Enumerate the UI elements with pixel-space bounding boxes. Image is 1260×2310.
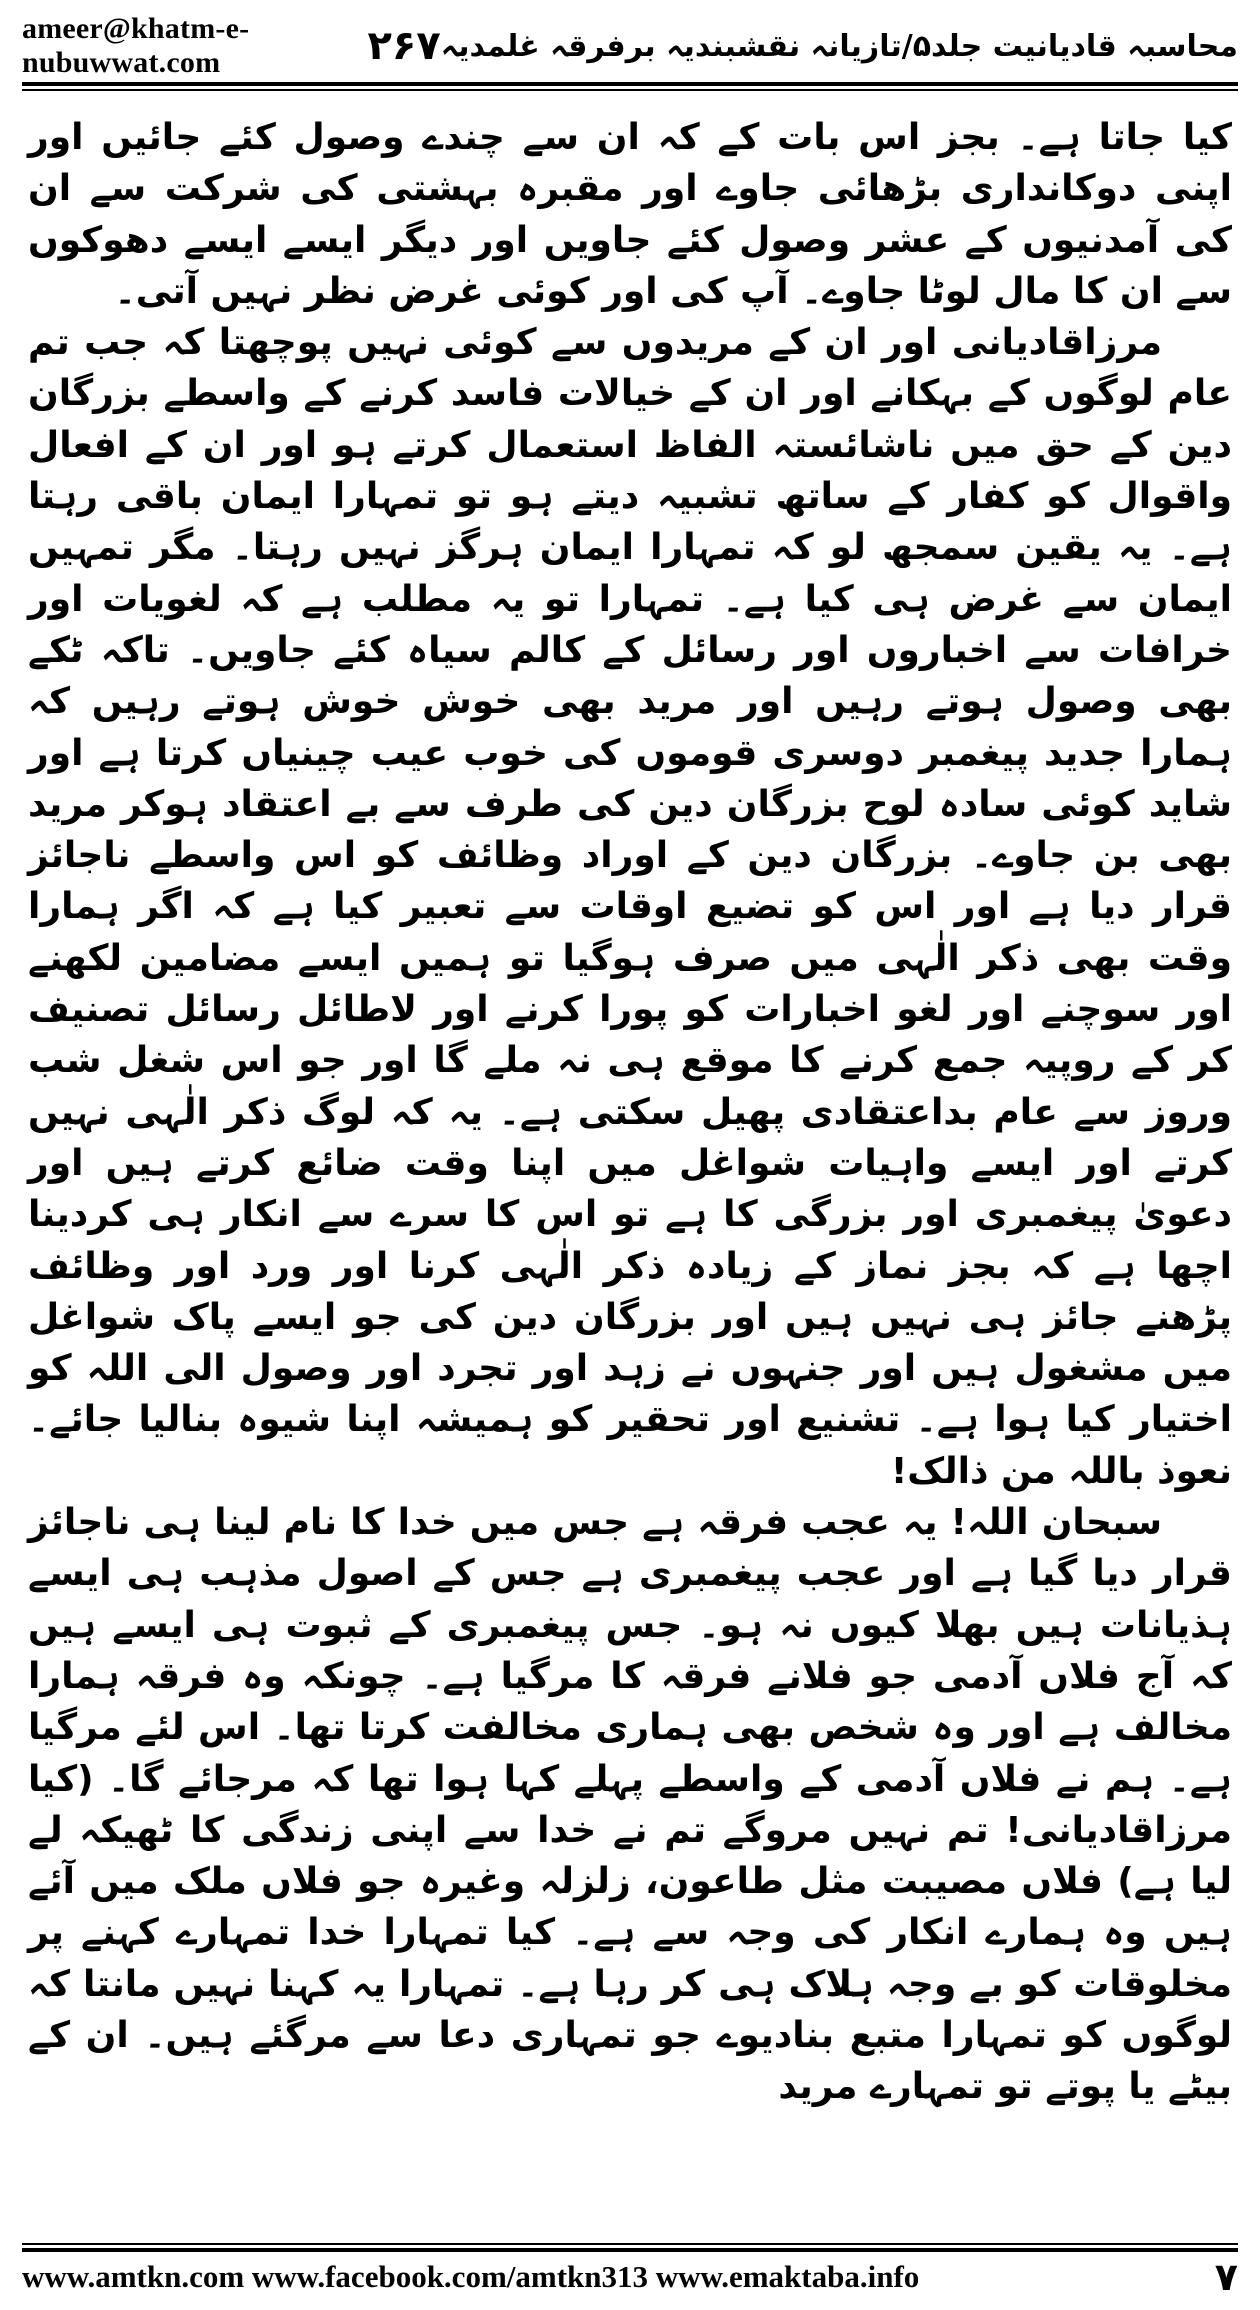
header-email: ameer@khatm-e-nubuwwat.com	[22, 12, 250, 79]
paragraph-1: کیا جاتا ہے۔ بجز اس بات کے کہ ان سے چندے وصول کئے جائیں اور اپنی دوکانداری بڑھائی جاوے اور مقبرہ بہشتی کی شرکت سے ان کی آمدنیوں کے عشر وصول کئے جاویں اور دیگر ایسے ایسے دھوکوں سے ان کا مال لوٹا جاوے۔ آپ کی اور کوئی غرض نظر نہیں آتی۔	[28, 117, 1232, 312]
page-number: ۲۶۷	[367, 23, 441, 69]
page-header	[22, 12, 1238, 79]
paragraph-3: سبحان اللہ! یہ عجب فرقہ ہے جس میں خدا کا نام لینا ہی ناجائز قرار دیا گیا ہے اور عجب پیغمبری ہے جس کے اصول مذہب ہی ایسے ہذیانات ہیں بھلا کیوں نہ ہو۔ جس پیغمبری کے ثبوت ہی ایسے ہیں کہ آج فلاں آدمی جو فلانے فرقہ کا مرگیا ہے۔ چونکہ وہ فرقہ ہمارا مخالف ہے اور وہ شخص بھی ہماری مخالفت کرتا تھا۔ اس لئے مرگیا ہے۔ ہم نے فلاں آدمی کے واسطے پہلے کہا ہوا تھا کہ مرجائے گا۔ (کیا مرزاقادیانی! تم نہیں مروگے تم نے خدا سے اپنی زندگی کا ٹھیکہ لے لیا ہے) فلاں مصیبت مثل طاعون، زلزلہ وغیرہ جو فلاں ملک میں آئے ہیں وہ ہمارے انکار کی وجہ سے ہے۔ کیا تمہارا خدا تمہارے کہنے پر مخلوقات کو بے وجہ ہلاک ہی کر رہا ہے۔ تمہارا یہ کہنا نہیں مانتا کہ لوگوں کو تمہارا متبع بنادیوے جو تمہاری دعا سے مرگئے ہیں۔ ان کے بیٹے یا پوتے تو تمہارے مرید	[28, 1502, 1232, 2108]
page-footer	[22, 2252, 1238, 2302]
header-left-group	[22, 12, 441, 80]
footer-page-marker: ۷	[1214, 2255, 1238, 2299]
page-body	[28, 112, 1232, 2113]
footer-divider	[22, 2243, 1238, 2252]
paragraph-2: مرزاقادیانی اور ان کے مریدوں سے کوئی نہیں پوچھتا کہ جب تم عام لوگوں کے بہکانے اور ان کے خیالات فاسد کرنے کے واسطے بزرگان دین کے حق میں ناشائستہ الفاظ استعمال کرتے ہو اور ان کے افعال واقوال کو کفار کے ساتھ تشبیہ دیتے ہو تو تمہارا ایمان باقی رہتا ہے۔ یہ یقین سمجھ لو کہ تمہارا ایمان ہرگز نہیں رہتا۔ مگر تمہیں ایمان سے غرض ہی کیا ہے۔ تمہارا تو یہ مطلب ہے کہ لغویات اور خرافات سے اخباروں اور رسائل کے کالم سیاہ کئے جاویں۔ تاکہ ٹکے بھی وصول ہوتے رہیں اور مرید بھی خوش خوش ہوتے رہیں کہ ہمارا جدید پیغمبر دوسری قوموں کی خوب عیب چینیاں کرتا ہے اور شاید کوئی سادہ لوح بزرگان دین کی طرف سے بے اعتقاد ہوکر مرید بھی بن جاوے۔ بزرگان دین کے اوراد وظائف کو اس واسطے ناجائز قرار دیا ہے اور اس کو تضیع اوقات سے تعبیر کیا ہے کہ اگر ہمارا وقت بھی ذکر الٰہی میں صرف ہوگیا تو ہمیں ایسے مضامین لکھنے اور سوچنے اور لغو اخبارات کو پورا کرنے اور لاطائل رسائل تصنیف کر کے روپیہ جمع کرنے کا موقع ہی نہ ملے گا اور جو اس شغل شب وروز سے عام بداعتقادی پھیل سکتی ہے۔ یہ کہ لوگ ذکر الٰہی نہیں کرتے اور ایسے واہیات شواغل میں اپنا وقت ضائع کرتے ہیں اور دعویٰ پیغمبری اور بزرگی کا ہے تو اس کا سرے سے انکار ہی کردینا اچھا ہے کہ بجز نماز کے زیادہ ذکر الٰہی کرنا اور ورد اور وظائف پڑھنے جائز ہی نہیں ہیں اور بزرگان دین کی جو ایسے پاک شواغل میں مشغول ہیں اور جنہوں نے زہد اور تجرد اور وصول الی اللہ کو اختیار کیا ہوا ہے۔ تشنیع اور تحقیر کو ہمیشہ اپنا شیوہ بنالیا جائے۔ نعوذ باللہ من ذالک!	[28, 322, 1232, 1492]
footer-links: www.amtkn.com www.facebook.com/amtkn313 www.emaktaba.info	[22, 2259, 920, 2294]
header-divider	[22, 82, 1238, 91]
book-title: محاسبہ قادیانیت جلد۵/تازیانہ نقشبندیہ برفرقہ غلمدیہ	[440, 28, 1238, 64]
